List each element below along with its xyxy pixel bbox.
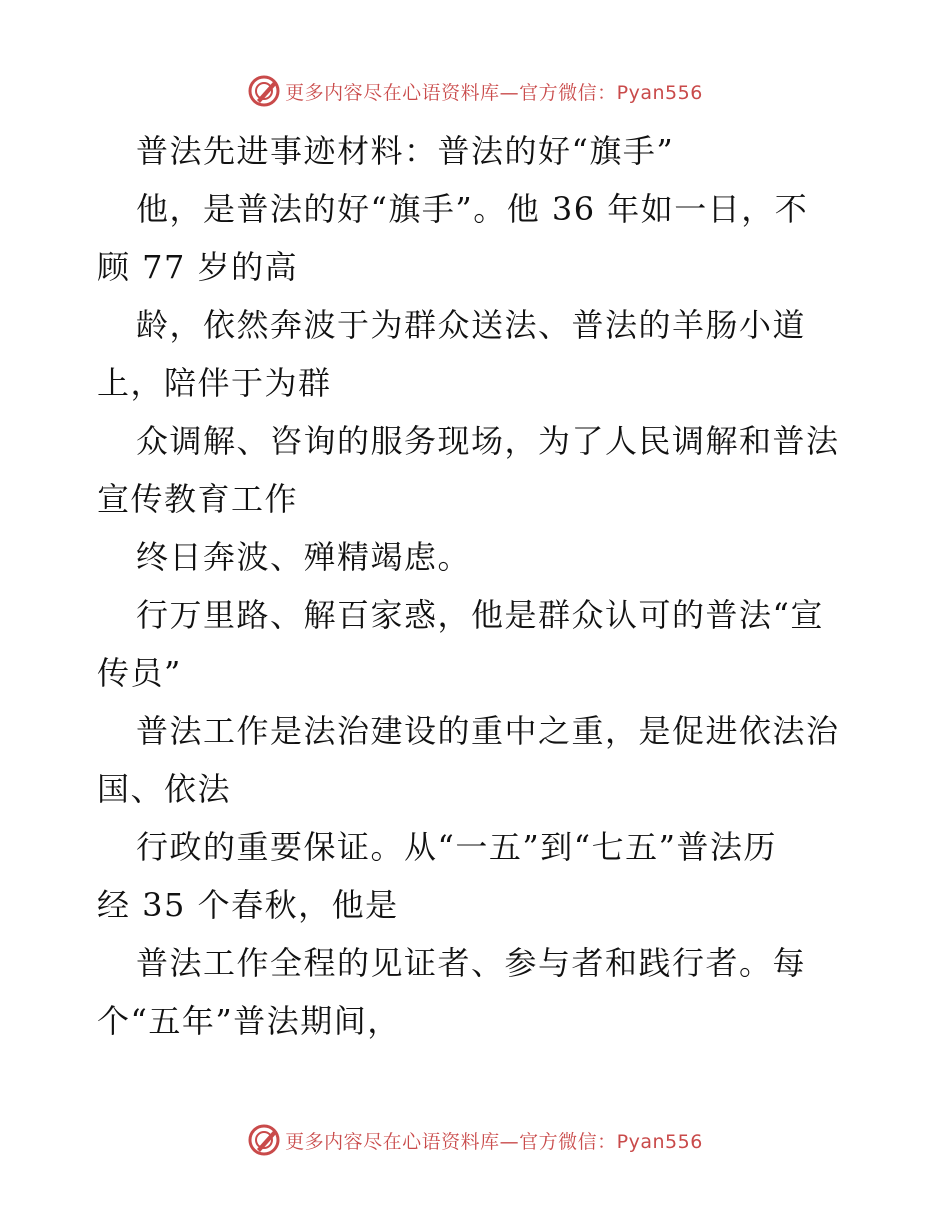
footer-banner-text: 更多内容尽在心语资料库—官方微信：Pyan556	[285, 1130, 703, 1153]
paragraph-line: 众调解、咨询的服务现场，为了人民调解和普法	[136, 422, 840, 460]
paragraph-line: 顾 77 岁的高	[97, 248, 299, 286]
paragraph-line: 终日奔波、殚精竭虑。	[136, 538, 472, 576]
footer-banner	[0, 1120, 950, 1160]
paragraph-line: 经 35 个春秋，他是	[97, 886, 399, 924]
header-banner	[0, 71, 950, 111]
paragraph-line: 个“五年”普法期间，	[97, 1002, 401, 1040]
red-seal-logo-icon	[247, 74, 281, 108]
paragraph-line: 普法工作全程的见证者、参与者和践行者。每	[136, 944, 807, 982]
paragraph-line: 行政的重要保证。从“一五”到“七五”普法历	[136, 828, 777, 866]
paragraph-line: 他，是普法的好“旗手”。他 36 年如一日，不	[136, 190, 809, 228]
paragraph-line: 国、依法	[97, 770, 232, 808]
paragraph-line: 上，陪伴于为群	[97, 364, 332, 402]
paragraph-line: 传员”	[97, 654, 182, 692]
header-banner-text: 更多内容尽在心语资料库—官方微信：Pyan556	[285, 81, 703, 104]
document-title: 普法先进事迹材料：普法的好“旗手”	[136, 132, 675, 170]
paragraph-line: 宣传教育工作	[97, 480, 299, 518]
paragraph-line: 普法工作是法治建设的重中之重，是促进依法治	[136, 712, 840, 750]
paragraph-line: 行万里路、解百家惑，他是群众认可的普法“宣	[136, 596, 824, 634]
paragraph-line: 龄，依然奔波于为群众送法、普法的羊肠小道	[136, 306, 807, 344]
red-seal-logo-icon	[247, 1123, 281, 1157]
document-body	[97, 122, 857, 1050]
